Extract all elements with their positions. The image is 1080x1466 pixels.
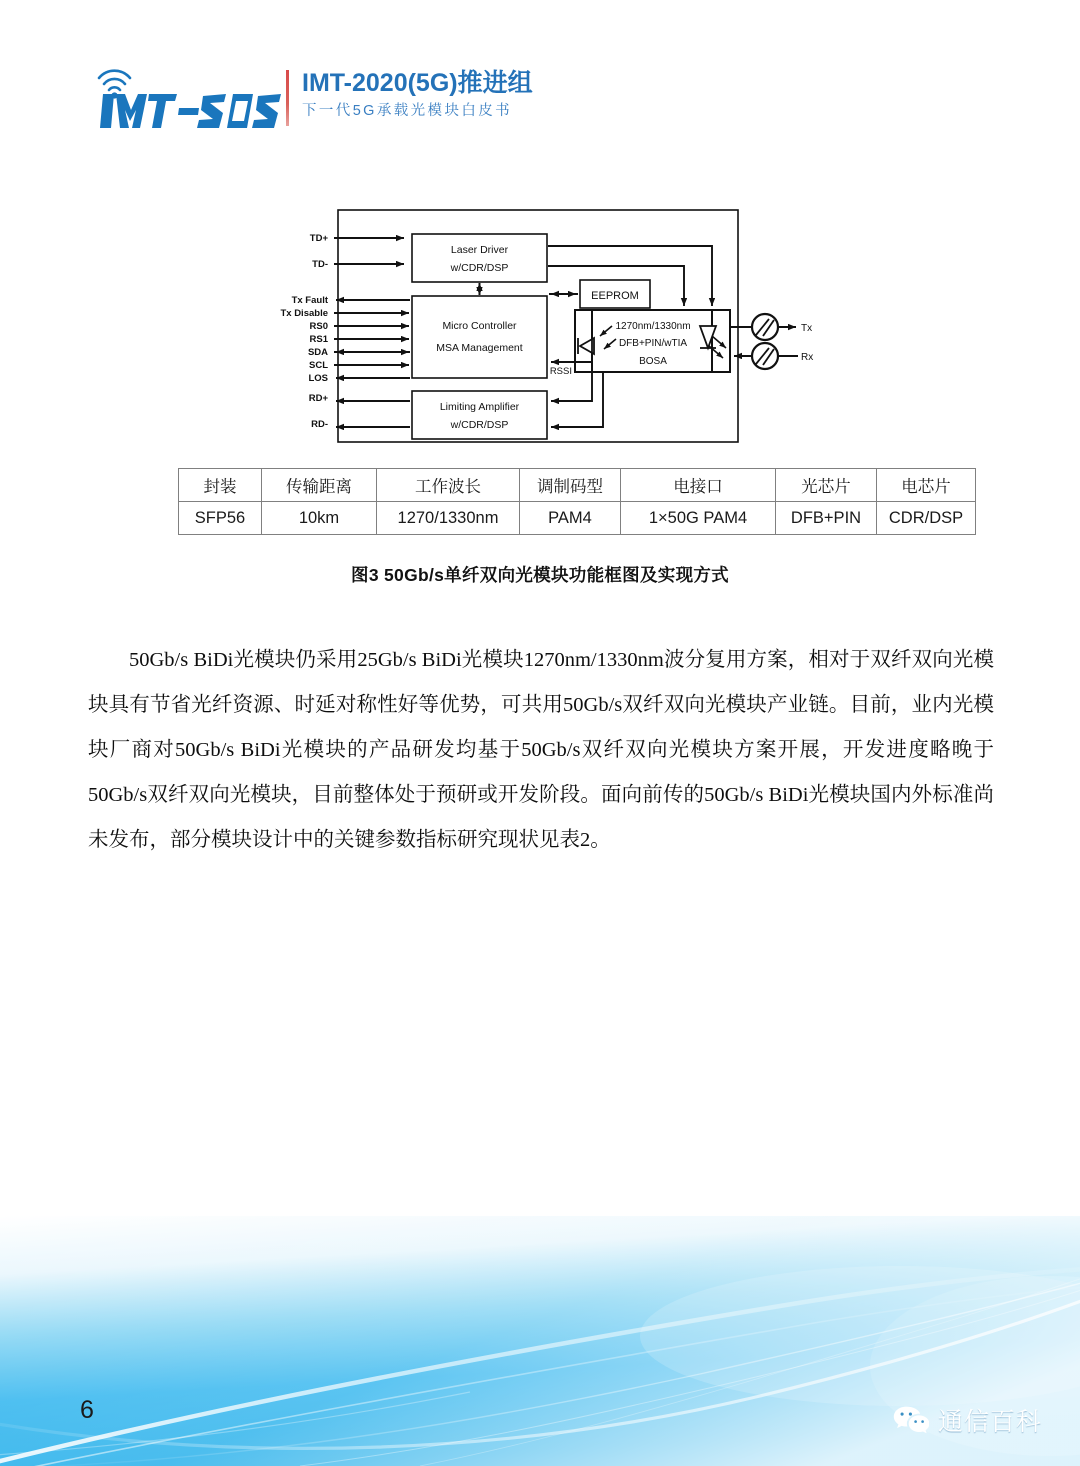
pin-label-rs1: RS1 <box>309 334 328 345</box>
limiting-amp-label-1: Limiting Amplifier <box>439 401 520 413</box>
wechat-badge <box>893 1398 1042 1442</box>
wechat-label: 通信百科 <box>938 1408 1043 1436</box>
left-pin-labels <box>280 233 328 430</box>
micro-controller-label-2: MSA Management <box>436 342 523 354</box>
imt-2020-wordmark <box>100 94 283 128</box>
eeprom-block <box>580 280 650 308</box>
eeprom-label: EEPROM <box>591 290 639 302</box>
table-cell-wavelength: 1270/1330nm <box>377 502 520 535</box>
table-header-cell-distance: 传输距离 <box>262 469 377 502</box>
micro-controller-label-1: Micro Controller <box>442 320 517 332</box>
pin-label-rd-minus: RD- <box>311 419 328 430</box>
optical-module-diagram <box>260 196 820 456</box>
header-title: IMT-2020(5G)推进组 <box>302 69 533 97</box>
pin-label-rd-plus: RD+ <box>308 393 328 404</box>
tx-port-label: Tx <box>801 323 813 334</box>
pin-label-sda: SDA <box>307 347 328 358</box>
pin-label-td-minus: TD- <box>312 259 328 270</box>
optical-module-diagram-svg <box>260 196 820 456</box>
micro-controller-block <box>412 296 547 378</box>
table-header-cell-elec-chip: 电芯片 <box>877 469 976 502</box>
tx-optical-connector <box>752 314 812 340</box>
table-cell-distance: 10km <box>262 502 377 535</box>
table-header-cell-modulation: 调制码型 <box>520 469 621 502</box>
wechat-logo-icon <box>893 1405 929 1435</box>
imt-2020-logo-svg <box>93 58 283 134</box>
figure-caption: 图3 50Gb/s单纤双向光模块功能框图及实现方式 <box>351 565 729 585</box>
laser-driver-label-1: Laser Driver <box>450 244 509 256</box>
table-header-cell-interface: 电接口 <box>621 469 776 502</box>
header-subtitle: 下一代5G承载光模块白皮书 <box>302 103 513 119</box>
figure-block-diagram <box>0 196 1080 456</box>
pin-label-rs0: RS0 <box>309 321 328 332</box>
pin-label-td-plus: TD+ <box>309 233 328 244</box>
page-header <box>0 0 1080 148</box>
limiting-amplifier-block <box>412 391 547 439</box>
body-paragraph: 50Gb/s BiDi光模块仍采用25Gb/s BiDi光模块1270nm/1330nm波分复用方案，相对于双纤双向光模块具有节省光纤资源、时延对称性好等优势，可共用50Gb/s双纤双向光模块产业链。目前，业内光模块厂商对50Gb/s BiDi光模块的产品研发均基于50Gb/s双纤双向光模块方案开展，开发进度略晚于50Gb/s双纤双向光模块，目前整体处于预研或开发阶段。面向前传的50Gb/s BiDi光模块国内外标准尚未发布，部分模块设计中的关键参数指标研究现状见表2。 <box>88 649 994 851</box>
table-cell-elec-chip: CDR/DSP <box>877 502 976 535</box>
page-number: 6 <box>80 1396 94 1424</box>
pin-label-los: LOS <box>308 373 328 384</box>
bosa-block <box>575 310 730 372</box>
header-divider <box>286 70 289 126</box>
bosa-label-1: 1270nm/1330nm <box>615 321 691 332</box>
table-row <box>179 502 976 535</box>
table-header-cell-package: 封装 <box>179 469 262 502</box>
table-cell-interface: 1×50G PAM4 <box>621 502 776 535</box>
table-header-cell-optic-chip: 光芯片 <box>776 469 877 502</box>
header-text-block <box>302 68 662 122</box>
imt-2020-logo <box>93 58 283 134</box>
limiting-amp-label-2: w/CDR/DSP <box>450 419 509 431</box>
laser-driver-block <box>412 234 547 282</box>
table-cell-package: SFP56 <box>179 502 262 535</box>
table-cell-optic-chip: DFB+PIN <box>776 502 877 535</box>
table-header-cell-wavelength: 工作波长 <box>377 469 520 502</box>
bosa-label-2: DFB+PIN/wTIA <box>618 338 688 349</box>
spec-table <box>178 468 976 535</box>
pin-label-tx-disable: Tx Disable <box>280 308 328 319</box>
rx-optical-connector <box>752 343 813 369</box>
bosa-label-3: BOSA <box>639 356 667 367</box>
wifi-signal-icon <box>99 71 130 90</box>
rx-port-label: Rx <box>801 352 814 363</box>
laser-driver-label-2: w/CDR/DSP <box>450 262 509 274</box>
pin-label-tx-fault: Tx Fault <box>291 295 328 306</box>
pin-label-scl: SCL <box>309 360 328 371</box>
table-cell-modulation: PAM4 <box>520 502 621 535</box>
table-header-row <box>179 469 976 502</box>
rssi-label: RSSI <box>549 366 572 377</box>
